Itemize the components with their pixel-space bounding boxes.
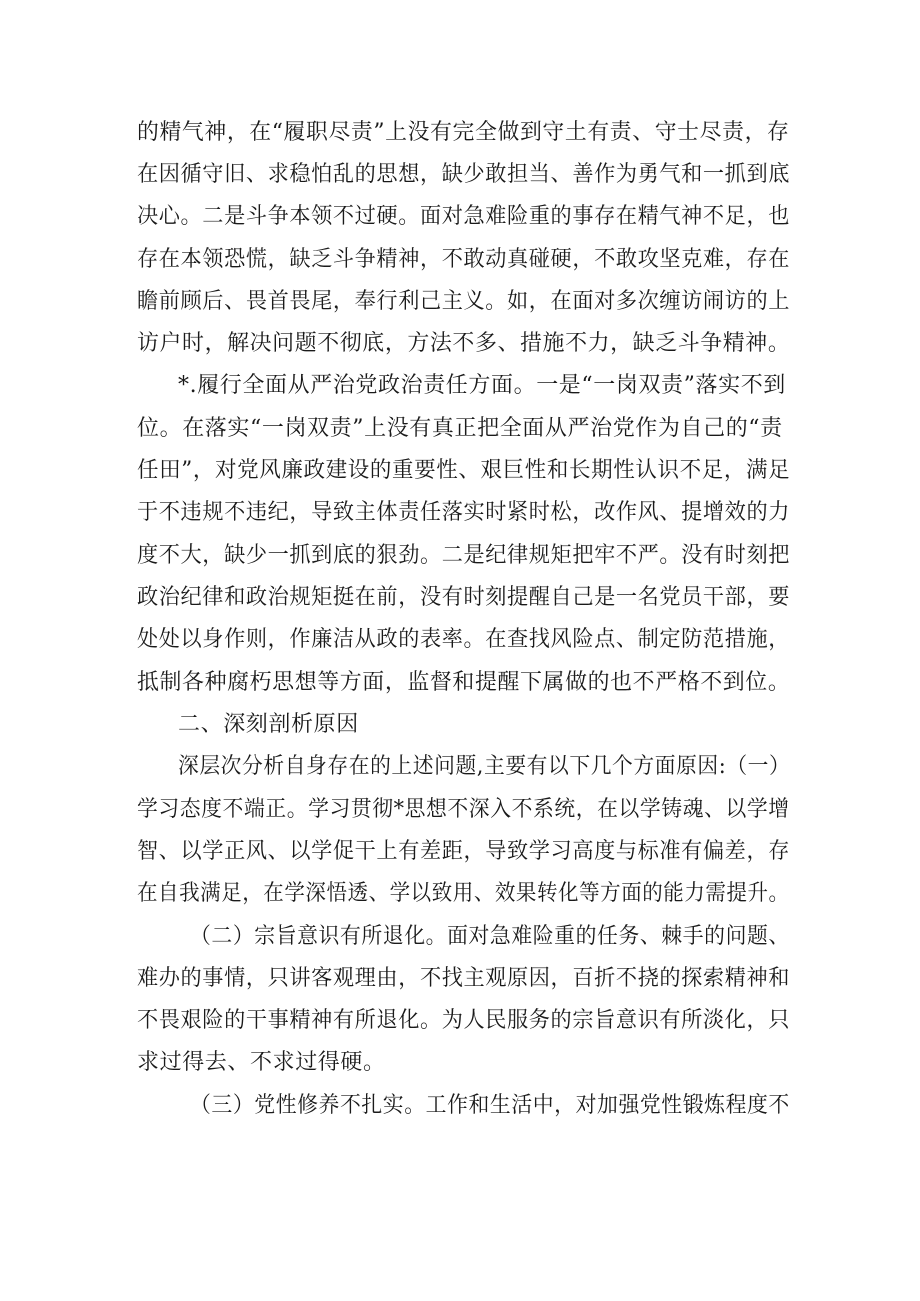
text-line-19: 在自我满足，在学深悟透、学以致用、效果转化等方面的能力需提升。: [137, 881, 790, 906]
text-line-9: 任田”，对党风廉政建设的重要性、艰巨性和长期性认识不足，满足: [137, 458, 791, 483]
text-line-2: 在因循守旧、求稳怕乱的思想，缺少敢担当、善作为勇气和一抓到底: [137, 162, 790, 187]
text-line-18: 智、以学正风、以学促干上有差距，导致学习高度与标准有偏差，存: [137, 839, 790, 864]
text-line-6: 访户时，解决问题不彻底，方法不多、措施不力，缺乏斗争精神。: [137, 331, 791, 356]
text-line-5: 瞻前顾后、畏首畏尾，奉行利己主义。如，在面对多次缠访闹访的上: [137, 289, 790, 314]
text-line-14: 抵制各种腐朽思想等方面，监督和提醒下属做的也不严格不到位。: [137, 670, 791, 695]
text-line-4: 存在本领恐慌，缺乏斗争精神，不敢动真碰硬，不敢攻坚克难，存在: [137, 247, 790, 272]
subsection-two-start: （二）宗旨意识有所退化。面对急难险重的任务、棘手的问题、: [190, 924, 790, 949]
text-line-10: 于不违规不违纪，导致主体责任落实时紧时松，改作风、提增效的力: [137, 500, 790, 525]
section-heading: 二、深刻剖析原因: [178, 712, 359, 737]
text-line-3: 决心。二是斗争本领不过硬。面对急难险重的事存在精气神不足，也: [137, 204, 790, 229]
text-line-22: 不畏艰险的干事精神有所退化。为人民服务的宗旨意识有所淡化，只: [137, 1008, 790, 1033]
section-paragraph-start: *.履行全面从严治党政治责任方面。一是“一岗双责”落实不到: [178, 373, 786, 398]
text-line-16: 深层次分析自身存在的上述问题,主要有以下几个方面原因:（一）: [178, 754, 791, 779]
text-line-11: 度不大，缺少一抓到底的狠劲。二是纪律规矩把牢不严。没有时刻把: [137, 543, 790, 568]
text-line-23: 求过得去、不求过得硬。: [137, 1050, 386, 1075]
text-line-17: 学习态度不端正。学习贯彻*思想不深入不系统，在以学铸魂、以学增: [137, 797, 790, 822]
text-line-21: 难办的事情，只讲客观理由，不找主观原因，百折不挠的探索精神和: [137, 966, 790, 991]
text-line-13: 处处以身作则，作廉洁从政的表率。在查找风险点、制定防范措施，: [137, 627, 790, 652]
text-line-8: 位。在落实“一岗双责”上没有真正把全面从严治党作为自己的“责: [137, 416, 783, 441]
subsection-three-start: （三）党性修养不扎实。工作和生活中，对加强党性锻炼程度不: [190, 1093, 790, 1118]
text-line-1: 的精气神，在“履职尽责”上没有完全做到守土有责、守士尽责，存: [137, 120, 790, 145]
text-line-12: 政治纪律和政治规矩挺在前，没有时刻提醒自己是一名党员干部，要: [137, 585, 790, 610]
